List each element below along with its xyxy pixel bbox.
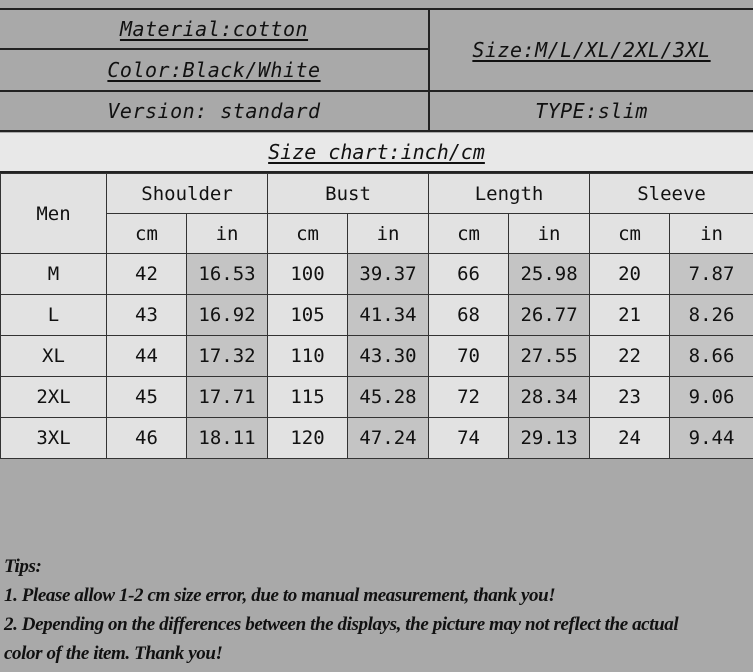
measurement-cell: 100	[268, 254, 348, 295]
size-label-cell: L	[1, 295, 107, 336]
measurement-cell: 29.13	[509, 418, 590, 459]
unit-header: cm	[429, 214, 509, 254]
tips-line: 2. Depending on the differences between the displays, the picture may not reflect the actual	[4, 614, 679, 635]
measurement-cell: 42	[107, 254, 187, 295]
measurement-cell: 18.11	[187, 418, 268, 459]
measurement-cell: 115	[268, 377, 348, 418]
measurement-cell: 68	[429, 295, 509, 336]
bust-header: Bust	[268, 174, 429, 214]
measurement-cell: 17.71	[187, 377, 268, 418]
table-row	[1, 377, 753, 418]
unit-header: in	[670, 214, 753, 254]
measurement-cell: 66	[429, 254, 509, 295]
measurement-cell: 120	[268, 418, 348, 459]
measurement-cell: 26.77	[509, 295, 590, 336]
measurement-cell: 23	[590, 377, 670, 418]
tips-heading: Tips:	[4, 556, 42, 577]
product-info-header	[0, 8, 753, 132]
unit-header: cm	[268, 214, 348, 254]
measurement-cell: 39.37	[348, 254, 429, 295]
unit-header: in	[187, 214, 268, 254]
measurement-cell: 24	[590, 418, 670, 459]
measurement-cell: 9.44	[670, 418, 753, 459]
measurement-cell: 25.98	[509, 254, 590, 295]
size-table	[0, 173, 753, 459]
unit-header: in	[348, 214, 429, 254]
measurement-cell: 45.28	[348, 377, 429, 418]
type-text: TYPE:slim	[535, 99, 648, 123]
size-label-cell: XL	[1, 336, 107, 377]
sleeve-header: Sleeve	[590, 174, 753, 214]
measurement-cell: 9.06	[670, 377, 753, 418]
measurement-cell: 43.30	[348, 336, 429, 377]
size-text: Size:M/L/XL/2XL/3XL	[472, 38, 711, 62]
measurement-cell: 8.66	[670, 336, 753, 377]
version-cell	[0, 92, 428, 130]
size-label-cell: 2XL	[1, 377, 107, 418]
measurement-cell: 41.34	[348, 295, 429, 336]
measurement-cell: 45	[107, 377, 187, 418]
measurement-cell: 47.24	[348, 418, 429, 459]
color-text: Color:Black/White	[107, 58, 321, 82]
size-chart-title-text: Size chart:inch/cm	[268, 140, 485, 164]
table-row	[1, 418, 753, 459]
size-cell	[430, 10, 753, 90]
measurement-cell: 44	[107, 336, 187, 377]
measurement-cell: 21	[590, 295, 670, 336]
unit-header: cm	[107, 214, 187, 254]
measurement-cell: 16.53	[187, 254, 268, 295]
material-text: Material:cotton	[119, 17, 309, 41]
measurement-cell: 105	[268, 295, 348, 336]
measurement-cell: 110	[268, 336, 348, 377]
measurement-cell: 27.55	[509, 336, 590, 377]
table-row	[1, 336, 753, 377]
tips-line: color of the item. Thank you!	[4, 643, 223, 664]
length-header: Length	[429, 174, 590, 214]
table-row	[1, 295, 753, 336]
measurement-cell: 72	[429, 377, 509, 418]
measurement-cell: 20	[590, 254, 670, 295]
measurement-cell: 28.34	[509, 377, 590, 418]
measurement-cell: 7.87	[670, 254, 753, 295]
measurement-cell: 46	[107, 418, 187, 459]
measurement-cell: 74	[429, 418, 509, 459]
measurement-cell: 16.92	[187, 295, 268, 336]
version-text: Version: standard	[107, 99, 321, 123]
measurement-cell: 43	[107, 295, 187, 336]
shoulder-header: Shoulder	[107, 174, 268, 214]
type-cell	[430, 92, 753, 130]
measurement-cell: 8.26	[670, 295, 753, 336]
color-cell	[0, 50, 428, 90]
men-header: Men	[1, 174, 107, 254]
measurement-cell: 70	[429, 336, 509, 377]
unit-header: in	[509, 214, 590, 254]
size-chart-title	[0, 133, 753, 173]
measurement-cell: 22	[590, 336, 670, 377]
unit-header: cm	[590, 214, 670, 254]
size-label-cell: 3XL	[1, 418, 107, 459]
measurement-cell: 17.32	[187, 336, 268, 377]
table-row	[1, 254, 753, 295]
tips-line: 1. Please allow 1-2 cm size error, due to manual measurement, thank you!	[4, 585, 556, 606]
size-label-cell: M	[1, 254, 107, 295]
unit-header-row	[1, 214, 753, 254]
table-header-row	[1, 174, 753, 214]
tips-section	[4, 552, 752, 668]
material-cell	[0, 10, 428, 48]
